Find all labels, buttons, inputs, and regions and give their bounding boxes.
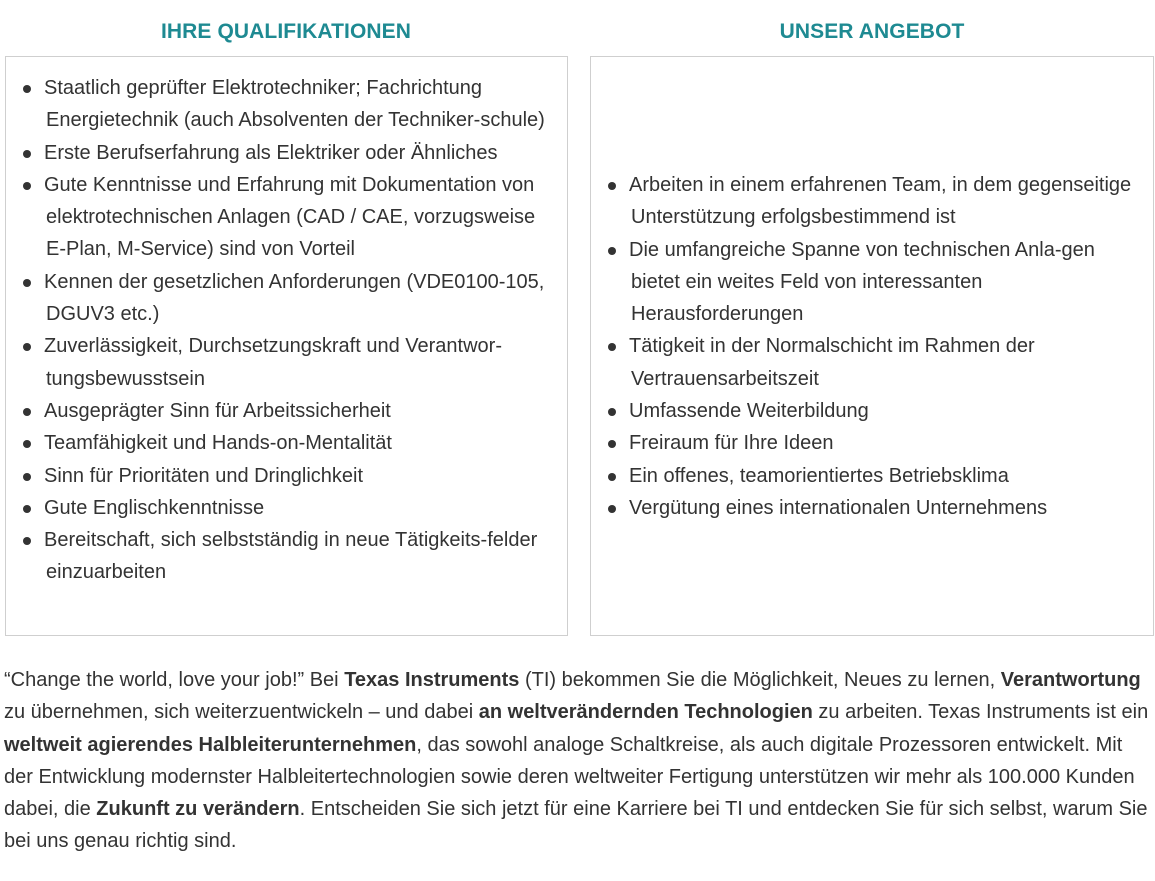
list-item: Teamfähigkeit und Hands-on-Mentalität [6,427,556,459]
list-item: Erste Berufserfahrung als Elektriker oder Ähnliches [6,137,556,169]
list-item: Bereitschaft, sich selbstständig in neue Tätigkeits-felder einzuarbeiten [6,524,556,589]
list-item: Kennen der gesetzlichen Anforderungen (VDE0100-105, DGUV3 etc.) [6,266,556,331]
list-item: Gute Kenntnisse und Erfahrung mit Dokumentation von elektrotechnischen Anlagen (CAD / CAE, vorzugsweise E-Plan, M-Service) sind von Vorteil [6,169,556,266]
intro-text: , das sowohl analoge Schaltkreise, als auch digitale Prozessoren entwickelt. Mit der Entwicklung modernster Halbleitertechnologien sowie deren weltweiter Fertigung unterstützen wir mehr als 100.000 Kunden dabei, die [4,733,1135,821]
list-item: Gute Englischkenntnisse [6,492,556,524]
angebot-heading: UNSER ANGEBOT [779,20,965,43]
list-item: Die umfangreiche Spanne von technischen Anla-gen bietet ein weites Feld von interessanten Herausforderungen [591,234,1136,331]
list-item: Umfassende Weiterbildung [591,395,1136,427]
intro-text: . Entscheiden Sie sich jetzt für eine Karriere bei TI und entdecken Sie für sich selbst, warum Sie bei uns genau richtig sind. [4,798,1148,853]
list-item: Ausgeprägter Sinn für Arbeitssicherheit [6,395,556,427]
qualifikationen-list [6,72,556,589]
list-item: Arbeiten in einem erfahrenen Team, in dem gegenseitige Unterstützung erfolgsbestimmend ist [591,169,1136,234]
intro-bold: weltweit agierendes Halbleiterunternehmen [4,733,417,756]
list-item: Sinn für Prioritäten und Dringlichkeit [6,460,556,492]
intro-text: (TI) bekommen Sie die Möglichkeit, Neues zu lernen, [519,669,1001,691]
intro-bold: an weltverändernden Technologien [478,701,813,724]
intro-bold: Texas Instruments [344,669,520,691]
intro-bold: Verantwortung [1000,669,1141,691]
intro-text: zu übernehmen, sich weiterzuentwickeln – und dabei [4,701,479,724]
qualifikationen-box [5,56,568,636]
list-item: Tätigkeit in der Normalschicht im Rahmen der Vertrauensarbeitszeit [591,330,1136,395]
list-item: Ein offenes, teamorientiertes Betriebsklima [591,460,1136,492]
list-item: Staatlich geprüfter Elektrotechniker; Fachrichtung Energietechnik (auch Absolventen der Techniker-schule) [6,72,556,137]
intro-text: zu arbeiten. Texas Instruments ist ein [812,701,1149,724]
angebot-list [591,169,1136,524]
list-item: Freiraum für Ihre Ideen [591,427,1136,459]
list-item: Vergütung eines internationalen Unternehmens [591,492,1136,524]
intro-paragraph [4,664,1154,858]
intro-text: “Change the world, love your job!” Bei [4,669,345,691]
angebot-box [590,56,1154,636]
intro-bold: Zukunft zu verändern [96,798,300,821]
qualifikationen-heading: IHRE QUALIFIKATIONEN [160,20,412,43]
list-item: Zuverlässigkeit, Durchsetzungskraft und Verantwor-tungsbewusstsein [6,330,556,395]
